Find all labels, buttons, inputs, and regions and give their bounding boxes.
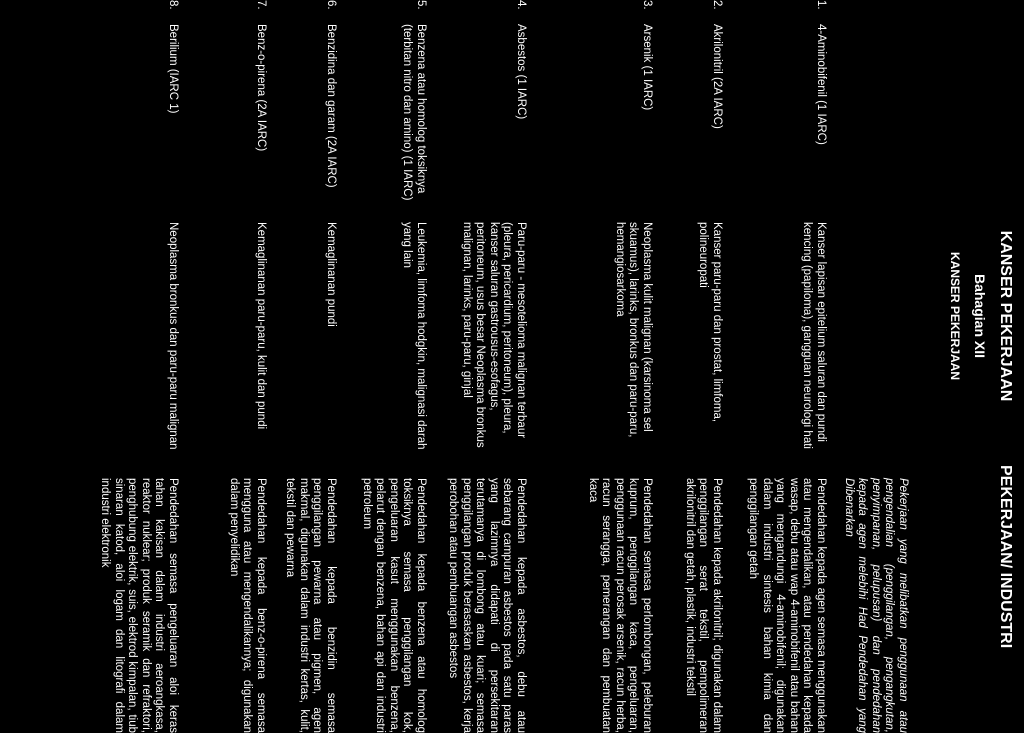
agent-cell: Benzidina dan garam (2A IARC) (325, 24, 337, 188)
row-number: 1. (815, 0, 827, 10)
intro-cell (841, 478, 909, 733)
row-number: 3. (641, 0, 653, 10)
column-heading-work: PEKERJAAN/ INDUSTRI (997, 465, 1014, 649)
row-number: 7. (255, 0, 267, 10)
agent-cell: Benz-o-pirena (2A IARC) (255, 24, 267, 152)
intro-text: Pekerjaan yang melibatkan penggunaan atau pengendalian (penggilangan, pengangkutan, penyimpanan, pelupusan) dan pendedahan kepada agen melebihi (856, 478, 909, 733)
disease-cell: Kemaglinanan paru-paru, kulit dan pundi (255, 222, 267, 430)
row-number: 5. (415, 0, 427, 10)
section-heading: KANSER PEKERJAAN (948, 251, 962, 381)
page-title: KANSER PEKERJAAN (997, 230, 1014, 402)
row-number: 4. (515, 0, 527, 10)
agent-cell: Akrilonitril (2A IARC) (711, 24, 723, 129)
disease-cell: Kemaglinanan pundi (325, 222, 337, 327)
agent-cell: Berilium (IARC 1) (167, 24, 179, 114)
disease-cell: Kanser paru-paru dan prostat, limfoma, polineuropati (697, 222, 723, 423)
work-cell: Pendedahan kepada agen semasa menggunakan atau mengendalikan, atau pendedahan kepada wasap, debu atau wap 4-aminobifenil atau bahan yang mengandungi 4-aminobifenil; digunakan dalam industri sintesis bahan kimia dan penggilangan getah (747, 478, 827, 733)
work-cell: Pendedahan kepada asbestos, debu atau sebarang campuran asbestos pada satu paras yang lazimnya didapati di persekitaran terutamanya di lombong atau kuari; semasa penggilangan produk berasaskan asbestos, kerja perobohan atau pembuangan asbestos (447, 478, 527, 733)
disease-cell: Kanser lapisan epitelium saluran dan pundi kencing (papiloma), gangguan neurologi hati (801, 222, 827, 449)
intro-note: Had Pendedahan yang Dibenarkan (842, 478, 869, 733)
work-cell: Pendedahan kepada benzidin semasa penggilangan pewarna atau pigmen, agen makmal, digunakan dalam industri kertas, kulit, tekstil dan pewarna (284, 478, 337, 733)
agent-cell: Asbestos (1 IARC) (515, 24, 527, 120)
agent-cell: Benzena atau homolog toksiknya (terbitan nitro dan amino) (1 IARC) (401, 24, 427, 201)
row-number: 8. (167, 0, 179, 10)
work-cell: Pendedahan kepada benz-o-pirena semasa mengguna atau mengendalikannya; digunakan dalam penyelidikan (227, 478, 267, 733)
work-cell: Pendedahan semasa pengeluaran aloi keras tahan kakisan dalam industri aeroangkasa, reaktor nuklear; produk seramik dan refraktori, penghubung elektrik, suis, elektrod kimpalan, tiub sinaran katod, aloi logam dan litografi dalam industri elektronik (99, 478, 179, 733)
disease-cell: Neoplasma kulit malignan (karsinoma sel skuamus), larinks, bronkus dan paru-paru, hemangiosarkoma (613, 222, 653, 438)
row-number: 6. (325, 0, 337, 10)
work-cell: Pendedahan kepada akrilonitril; digunakan dalam penggilangan serat tekstil, pempolimeran akrilonitril dan getah, plastik, industri tekstil (683, 478, 723, 733)
part-heading: Bahagian XII (972, 273, 988, 359)
disease-cell: Neoplasma bronkus dan paru-paru malignan (167, 222, 179, 450)
disease-cell: Leukemia, limfoma hodgkin, malignasi darah yang lain (401, 222, 427, 450)
row-number: 2. (711, 0, 723, 10)
disease-cell: Paru-paru - mesotelioma malignan terbaur (pleura, pericardium, peritoneum), pleura, kanser saluran gastrousus-esofagus, peritoneum, usus besar Neoplasma bronkus malignan, larinks, paru-paru, ginjal (460, 222, 527, 448)
work-cell: Pendedahan kepada benzena atau homolog toksiknya semasa penggilangan kok, pengeluaran kasut menggunakan benzena, pelarut dengan benzena, bahan api dan industri petroleum (360, 478, 427, 733)
agent-cell: Arsenik (1 IARC) (641, 24, 653, 111)
work-cell: Pendedahan semasa perlombongan, peleburan kuprum, penggilangan kaca, pengeluaran, penggunaan racun perosak arsenik, racun herba, racun serangga, pemerangan dan pembuatan kaca (586, 478, 653, 733)
agent-cell: 4-Aminobifenil (1 IARC) (815, 24, 827, 145)
